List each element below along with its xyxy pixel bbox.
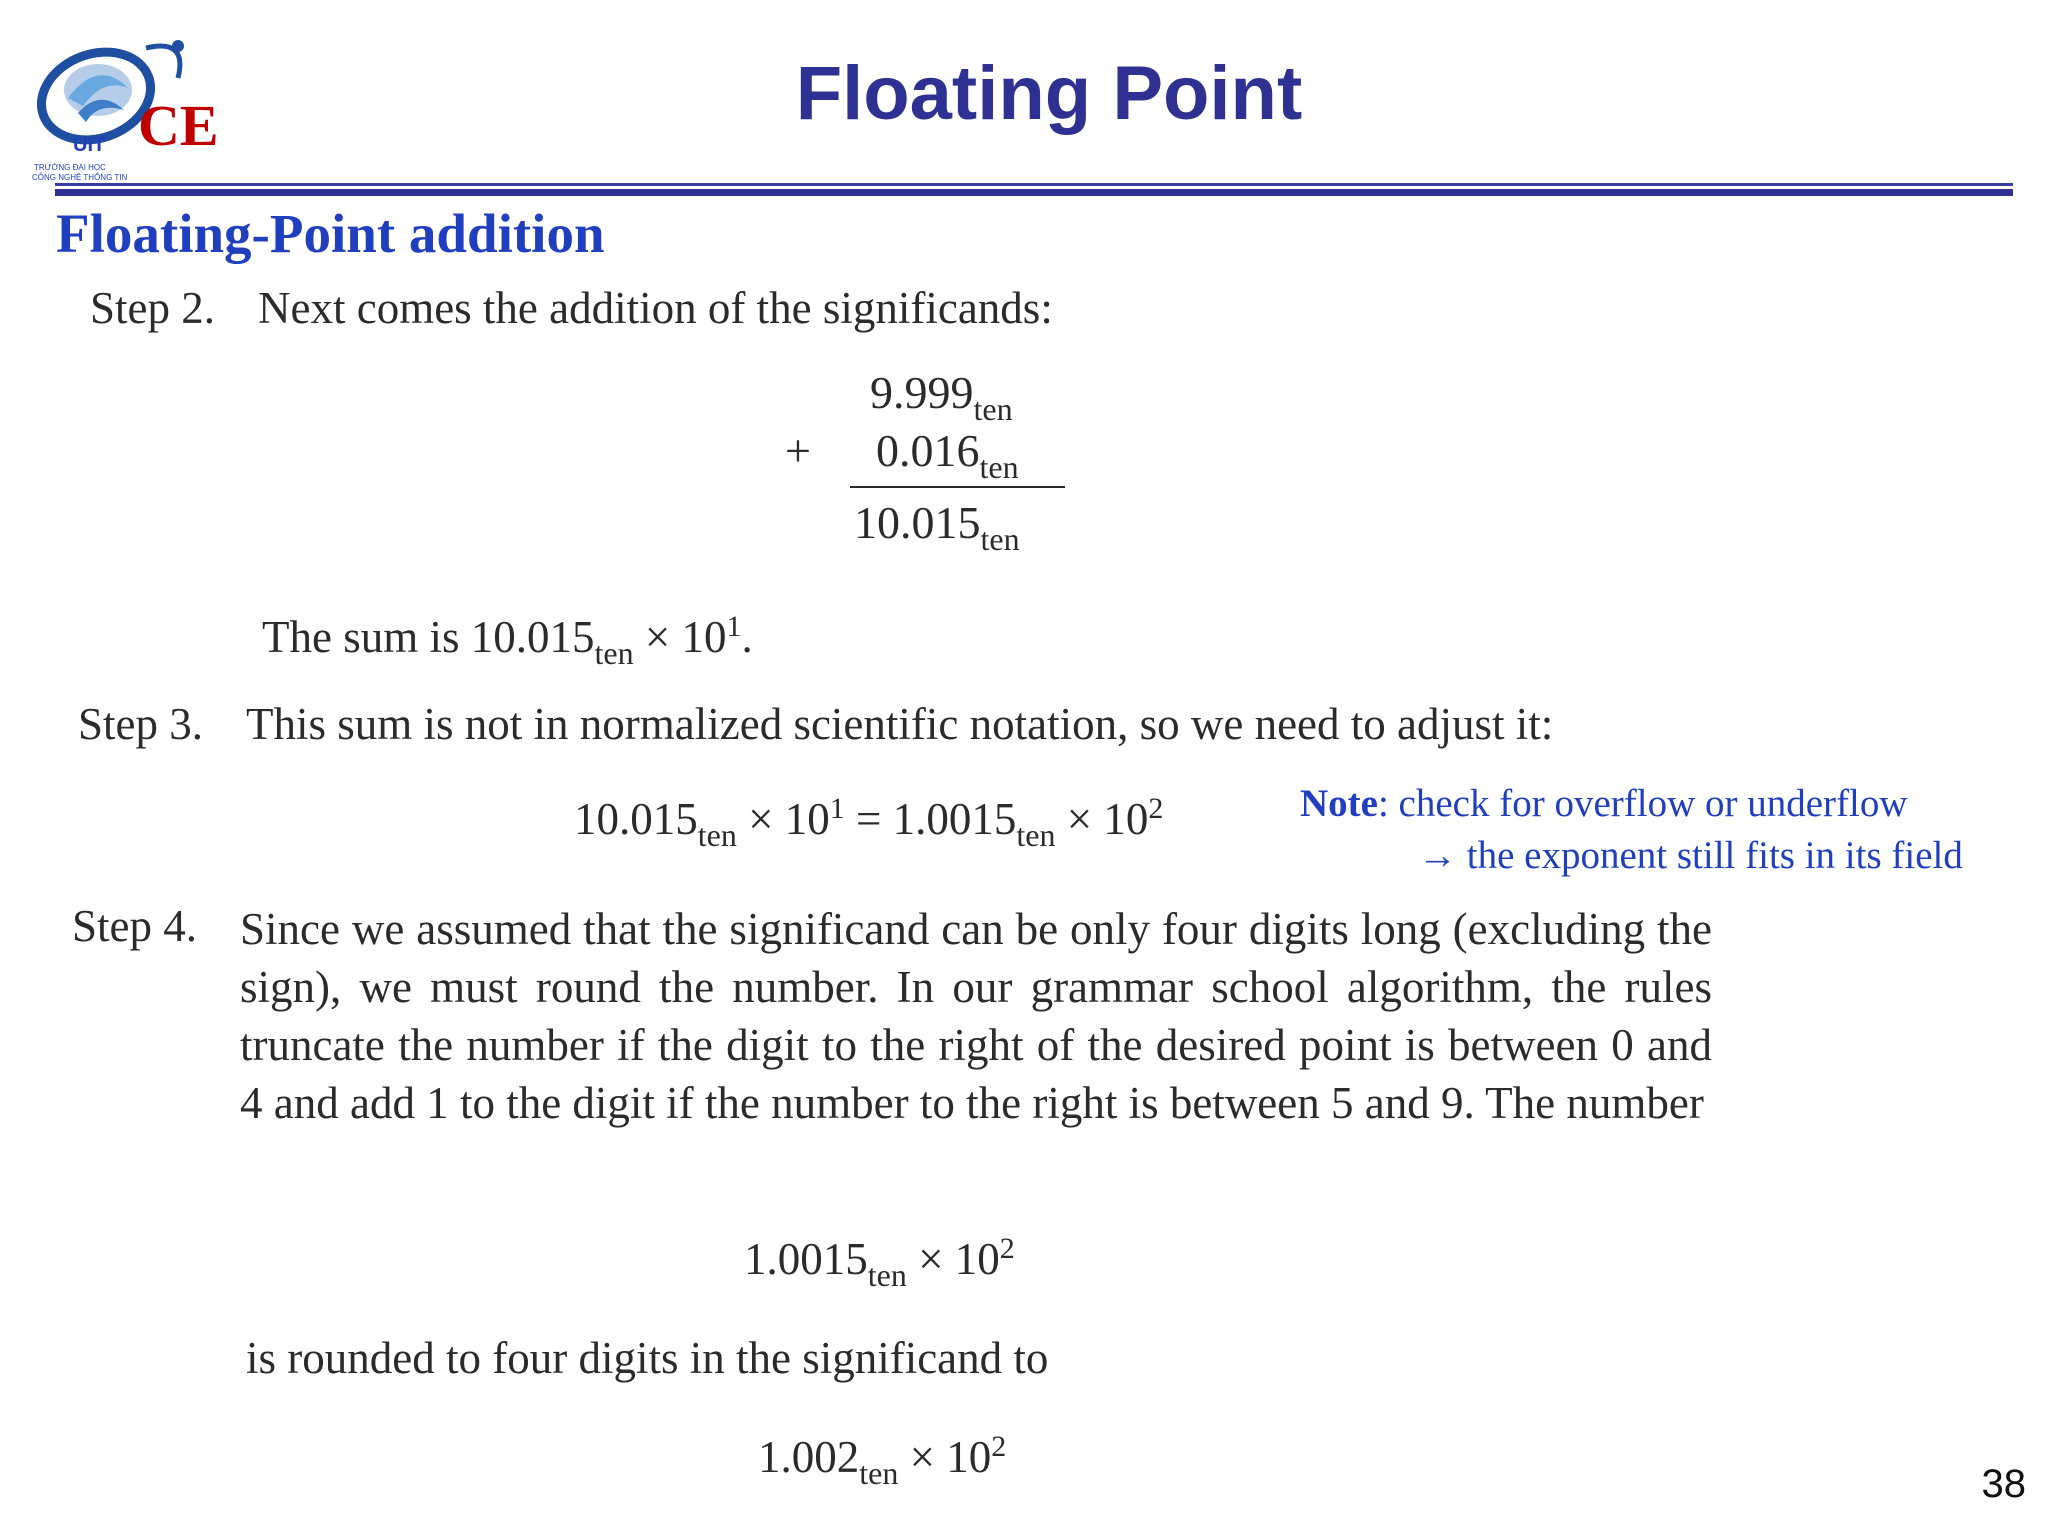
title-divider-thin: [55, 183, 2013, 186]
addend-2: $0.016_{ten}$: [876, 425, 1019, 485]
logo-ce-text: CE: [138, 93, 219, 158]
step2-label: Step 2.: [90, 283, 216, 333]
addend-1: $9.999_{ten}$: [870, 367, 1013, 427]
overflow-note: Note: check for overflow or underflow → the exponent still fits in its field: [1300, 782, 1963, 877]
addition-result: $10.015_{ten}$: [854, 497, 1020, 557]
unrounded-expression: $1.0015_{ten} \times 10^2$: [744, 1232, 1015, 1293]
plus-sign: +: [785, 425, 811, 476]
sum-statement: The sum is $10.015_{ten} \times 10^1$.: [262, 610, 753, 671]
step4-paragraph: Since we assumed that the significand can be only four digits long (excluding the sign), we must round the number. In our grammar school algorithm, the rules truncate the number if the digit to the right of the desired point is between 0 and 4 and add 1 to the digit if the number to the right is between 5 and 9. The number: [240, 904, 1712, 1128]
section-subtitle: Floating-Point addition: [56, 203, 605, 264]
step4-label: Step 4.: [72, 901, 198, 951]
svg-text:CÔNG NGHỆ THÔNG TIN: CÔNG NGHỆ THÔNG TIN: [32, 173, 128, 182]
page-number: 38: [1981, 1462, 2026, 1506]
normalization-equation: $10.015_{ten} \times 10^1 = 1.0015_{ten} \times 10^2$: [574, 792, 1164, 853]
step3-label: Step 3.: [78, 699, 204, 749]
step3-text: This sum is not in normalized scientific notation, so we need to adjust it:: [246, 699, 1554, 749]
sum-line: [850, 486, 1065, 488]
step2-text: Next comes the addition of the significands:: [258, 283, 1053, 333]
rounded-text: is rounded to four digits in the significand to: [246, 1333, 1049, 1383]
page-title: Floating Point: [795, 51, 1303, 136]
svg-text:TRƯỜNG ĐẠI HỌC: TRƯỜNG ĐẠI HỌC: [34, 163, 106, 172]
rounded-expression: $1.002_{ten} \times 10^2$: [758, 1430, 1007, 1491]
svg-text:UIT: UIT: [73, 134, 106, 156]
title-divider-thick: [55, 189, 2013, 196]
